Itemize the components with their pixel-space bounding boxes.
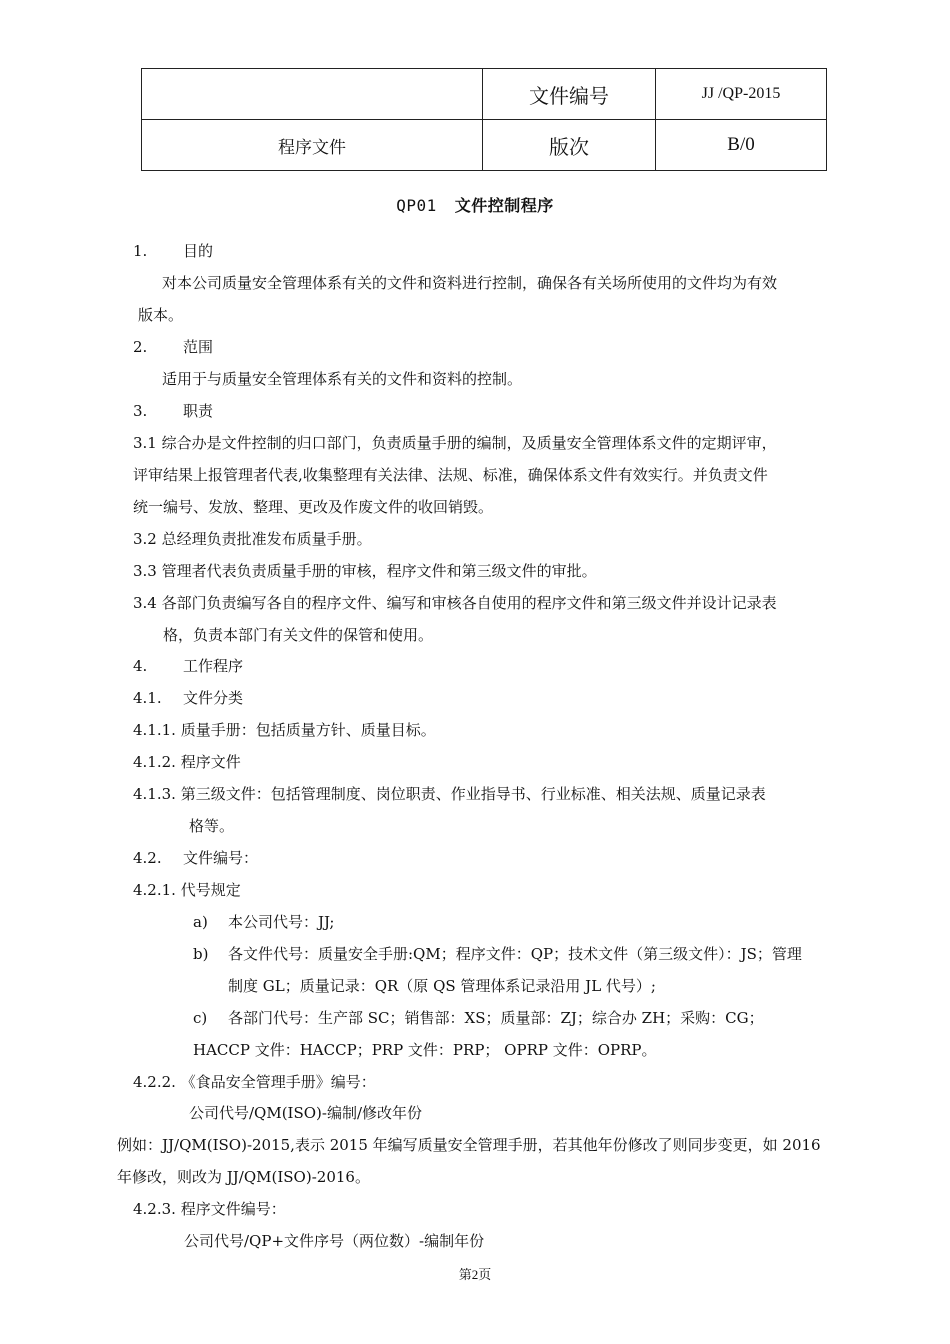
title-code: QP01 bbox=[396, 196, 437, 215]
paragraph: 3.2 总经理负责批准发布质量手册。 bbox=[133, 530, 372, 548]
paragraph: 3.3 管理者代表负责质量手册的审核，程序文件和第三级文件的审批。 bbox=[133, 562, 597, 580]
paragraph: HACCP 文件：HACCP；PRP 文件：PRP； OPRP 文件：OPRP。 bbox=[193, 1041, 657, 1059]
paragraph: 统一编号、发放、整理、更改及作废文件的收回销毁。 bbox=[133, 498, 494, 516]
page-number: 第2页 bbox=[458, 1267, 492, 1282]
paragraph: 格等。 bbox=[189, 817, 235, 835]
section-title: 目的 bbox=[183, 242, 214, 260]
section-3-heading bbox=[133, 400, 213, 422]
format-line: 公司代号/QM(ISO)-编制/修改年份 bbox=[189, 1104, 423, 1122]
doc-number-label: 文件编号 bbox=[483, 69, 656, 120]
paragraph: 适用于与质量安全管理体系有关的文件和资料的控制。 bbox=[162, 370, 523, 388]
section-title: 文件编号： bbox=[183, 849, 259, 867]
paragraph: 4.2.3. 程序文件编号： bbox=[133, 1200, 286, 1218]
list-text: 各部门代号：生产部 SC；销售部：XS；质量部：ZJ；综合办 ZH；采购：CG； bbox=[228, 1009, 764, 1027]
section-number: 1. bbox=[133, 242, 148, 260]
paragraph: 对本公司质量安全管理体系有关的文件和资料进行控制，确保各有关场所使用的文件均为有效 bbox=[162, 274, 778, 292]
section-title: 职责 bbox=[183, 402, 214, 420]
paragraph: 3.4 各部门负责编写各自的程序文件、编写和审核各自使用的程序文件和第三级文件并设计记录表 bbox=[133, 594, 777, 612]
doc-type: 程序文件 bbox=[142, 120, 483, 171]
paragraph: 4.2.1. 代号规定 bbox=[133, 881, 241, 899]
list-item-b-continued: 制度 GL；质量记录：QR（原 QS 管理体系记录沿用 JL 代号）; bbox=[228, 977, 656, 995]
document-title bbox=[0, 193, 950, 216]
section-4-heading bbox=[133, 655, 243, 677]
section-number: 4.2. bbox=[133, 849, 162, 867]
paragraph: 4.1.1. 质量手册：包括质量方针、质量目标。 bbox=[133, 721, 436, 739]
list-label: b) bbox=[193, 945, 209, 963]
document-header-table bbox=[141, 68, 827, 171]
list-text: 本公司代号：JJ; bbox=[228, 913, 335, 931]
list-label: c) bbox=[193, 1009, 208, 1027]
paragraph: 版本。 bbox=[138, 306, 184, 324]
paragraph: 4.2.2. 《食品安全管理手册》编号： bbox=[133, 1073, 376, 1091]
version-label: 版次 bbox=[483, 120, 656, 171]
section-number: 2. bbox=[133, 338, 148, 356]
format-line: 公司代号/QP+文件序号（两位数）-编制年份 bbox=[184, 1232, 485, 1250]
doc-number-value: JJ /QP-2015 bbox=[656, 69, 827, 120]
version-value: B/0 bbox=[656, 120, 827, 171]
title-name: 文件控制程序 bbox=[454, 196, 554, 215]
paragraph: 4.1.2. 程序文件 bbox=[133, 753, 241, 771]
section-number: 4.1. bbox=[133, 689, 162, 707]
paragraph: 年修改，则改为 JJ/QM(ISO)-2016。 bbox=[117, 1168, 370, 1186]
list-text: 各文件代号：质量安全手册:QM；程序文件：QP；技术文件（第三级文件）：JS；管理 bbox=[228, 945, 802, 963]
paragraph: 格，负责本部门有关文件的保管和使用。 bbox=[163, 626, 434, 644]
section-title: 范围 bbox=[183, 338, 214, 356]
list-item-c bbox=[193, 1007, 764, 1029]
section-title: 文件分类 bbox=[183, 689, 244, 707]
header-empty-cell bbox=[142, 69, 483, 120]
paragraph: 评审结果上报管理者代表,收集整理有关法律、法规、标准，确保体系文件有效实行。并负责文件 bbox=[133, 466, 768, 484]
list-item-b bbox=[193, 943, 802, 965]
list-label: a) bbox=[193, 913, 208, 931]
section-1-heading bbox=[133, 240, 213, 262]
section-title: 工作程序 bbox=[183, 657, 244, 675]
list-item-a bbox=[193, 911, 334, 933]
subsection-4-2-heading bbox=[133, 847, 258, 869]
section-number: 3. bbox=[133, 402, 148, 420]
section-number: 4. bbox=[133, 657, 148, 675]
paragraph: 4.1.3. 第三级文件：包括管理制度、岗位职责、作业指导书、行业标准、相关法规、质量记录表 bbox=[133, 785, 766, 803]
section-2-heading bbox=[133, 336, 213, 358]
subsection-4-1-heading bbox=[133, 687, 243, 709]
paragraph: 3.1 综合办是文件控制的归口部门，负责质量手册的编制，及质量安全管理体系文件的定期评审， bbox=[133, 434, 777, 452]
paragraph: 例如：JJ/QM(ISO)-2015,表示 2015 年编写质量安全管理手册，若其他年份修改了则同步变更，如 2016 bbox=[117, 1136, 821, 1154]
